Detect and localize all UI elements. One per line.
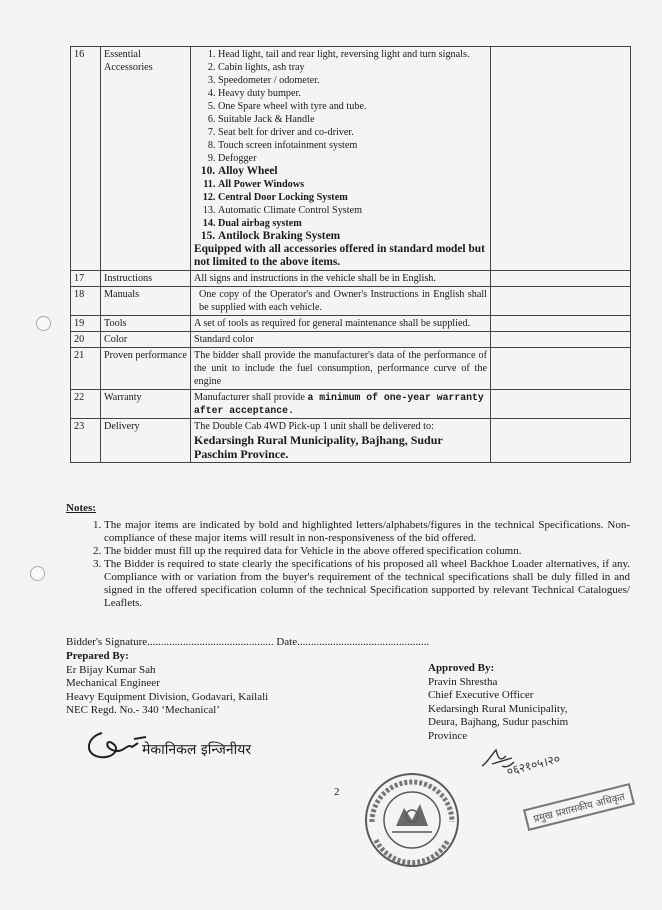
notes-title: Notes: xyxy=(66,502,96,514)
warranty-text: Manufacturer shall provide xyxy=(194,392,308,403)
punch-hole xyxy=(30,566,45,581)
offered-spec-cell xyxy=(491,271,631,287)
approved-by-block xyxy=(428,662,568,743)
row-number: 16 xyxy=(71,47,101,271)
table-row xyxy=(71,47,631,271)
list-item: 13. Automatic Climate Control System xyxy=(218,204,487,217)
page-number: 2 xyxy=(334,786,340,798)
offered-spec-cell xyxy=(491,287,631,316)
prepared-title: Prepared By: xyxy=(66,650,129,662)
row-name: Proven performance xyxy=(101,348,191,390)
row-value: Standard color xyxy=(191,332,491,348)
row-name: Instructions xyxy=(101,271,191,287)
municipality-seal xyxy=(362,770,462,870)
offered-spec-cell xyxy=(491,348,631,390)
row-name: Warranty xyxy=(101,390,191,419)
prepared-line: Heavy Equipment Division, Godavari, Kailali xyxy=(66,690,269,703)
list-item: 6. Suitable Jack & Handle xyxy=(218,113,487,126)
row-number: 19 xyxy=(71,316,101,332)
row-name: Delivery xyxy=(101,419,191,463)
notes-section xyxy=(66,502,630,610)
row-value: A set of tools as required for general maintenance shall be supplied. xyxy=(191,316,491,332)
row-number: 23 xyxy=(71,419,101,463)
office-rect-stamp: प्रमुख प्रशासकीय अधिकृत xyxy=(523,783,635,831)
list-item: 3. The Bidder is required to state clearly the specifications of his proposed all wheel Backhoe Loader alternatives, if any. Compliance with or variation from the buyer's requirement of the technical specifications shall be duly filled in and signed in the offered specification column of the technical Specification supported by relevant Technical Catalogues/ Leaflets. xyxy=(104,558,630,610)
row-value: One copy of the Operator's and Owner's Instructions in English shall be supplied with each vehicle. xyxy=(191,287,491,316)
list-item: 1. Head light, tail and rear light, reversing light and turn signals. xyxy=(218,48,487,61)
list-item: 10. Alloy Wheel xyxy=(218,165,487,178)
row-value: All signs and instructions in the vehicle shall be in English. xyxy=(191,271,491,287)
offered-spec-cell xyxy=(491,419,631,463)
delivery-text: The Double Cab 4WD Pick-up 1 unit shall be delivered to: xyxy=(194,421,434,432)
list-item: 14. Dual airbag system xyxy=(218,217,487,230)
accessories-list xyxy=(194,48,487,243)
date-label: Date xyxy=(276,636,298,648)
approved-line: Province xyxy=(428,729,468,742)
table-row xyxy=(71,316,631,332)
row-number: 18 xyxy=(71,287,101,316)
list-item: 8. Touch screen infotainment system xyxy=(218,139,487,152)
bidder-signature-line xyxy=(66,636,636,648)
approved-title: Approved By: xyxy=(428,662,495,674)
notes-list xyxy=(70,519,630,610)
row-value xyxy=(191,419,491,463)
table-row xyxy=(71,348,631,390)
list-item: 15. Antilock Braking System xyxy=(218,230,487,243)
approved-line: Kedarsingh Rural Municipality, xyxy=(428,702,568,715)
stamp-date: ०६२१०५।२० xyxy=(505,751,562,779)
row-name: Essential Accessories xyxy=(101,47,191,271)
delivery-address: Kedarsingh Rural Municipality, Bajhang, Sudur Paschim Province. xyxy=(194,433,443,461)
offered-spec-cell xyxy=(491,47,631,271)
offered-spec-cell xyxy=(491,332,631,348)
row-number: 21 xyxy=(71,348,101,390)
table-row xyxy=(71,390,631,419)
signature-dots: .............................................. xyxy=(147,636,274,648)
row-number: 20 xyxy=(71,332,101,348)
approved-line: Pravin Shrestha xyxy=(428,675,498,688)
date-dots: ................................................ xyxy=(297,636,430,648)
list-item: 7. Seat belt for driver and co-driver. xyxy=(218,126,487,139)
list-item: 2. Cabin lights, ash tray xyxy=(218,61,487,74)
row-name: Manuals xyxy=(101,287,191,316)
list-item: 11. All Power Windows xyxy=(218,178,487,191)
signature-label: Bidder's Signature xyxy=(66,636,148,648)
prepared-line: NEC Regd. No.- 340 ‘Mechanical’ xyxy=(66,704,220,716)
table-row xyxy=(71,332,631,348)
row-value xyxy=(191,390,491,419)
list-item: 4. Heavy duty bumper. xyxy=(218,87,487,100)
punch-hole xyxy=(36,316,51,331)
row-name: Color xyxy=(101,332,191,348)
list-item: 9. Defogger xyxy=(218,152,487,165)
list-item: 12. Central Door Locking System xyxy=(218,191,487,204)
accessories-cell xyxy=(191,47,491,271)
row-name: Tools xyxy=(101,316,191,332)
accessories-footer: Equipped with all accessories offered in standard model but not limited to the above items. xyxy=(194,243,485,268)
list-item: 2. The bidder must fill up the required data for Vehicle in the above offered specification column. xyxy=(104,545,630,558)
offered-spec-cell xyxy=(491,316,631,332)
prepared-by-block xyxy=(66,650,268,718)
prepared-line: Mechanical Engineer xyxy=(66,677,160,689)
warranty-bold-text: a minimum of one-year warranty after acceptance. xyxy=(194,392,484,416)
table-row xyxy=(71,419,631,463)
list-item: 1. The major items are indicated by bold and highlighted letters/alphabets/figures in the technical Specifications. Non-compliance of these major items will result in non-responsiveness of the bid offered. xyxy=(104,519,630,545)
engineer-stamp-text: मेकानिकल इन्जिनीयर xyxy=(142,742,252,758)
list-item: 3. Speedometer / odometer. xyxy=(218,74,487,87)
list-item: 5. One Spare wheel with tyre and tube. xyxy=(218,100,487,113)
row-value: The bidder shall provide the manufacturer's data of the performance of the unit to include the fuel consumption, performance curve of the engine xyxy=(191,348,491,390)
approved-line: Chief Executive Officer xyxy=(428,689,534,701)
table-row xyxy=(71,271,631,287)
table-row xyxy=(71,287,631,316)
approved-line: Deura, Bajhang, Sudur paschim xyxy=(428,716,569,728)
offered-spec-cell xyxy=(491,390,631,419)
row-number: 17 xyxy=(71,271,101,287)
spec-table xyxy=(70,46,631,463)
prepared-line: Er Bijay Kumar Sah xyxy=(66,663,156,676)
row-number: 22 xyxy=(71,390,101,419)
